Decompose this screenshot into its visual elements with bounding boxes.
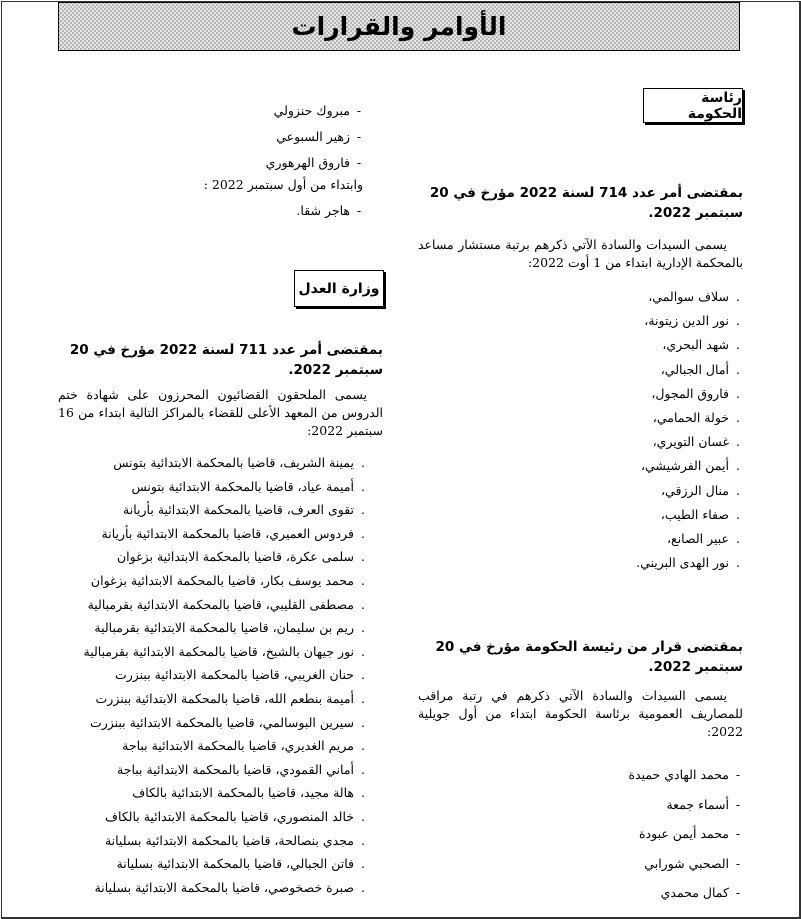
list-item-text: سيرين البوسالمي، قاضيا بالمحكمة الابتدائية ببنزرت [89,714,354,730]
list-item-text: هاجر شقا. [296,203,350,218]
list-item-text: الصحبي شورابي [644,855,729,871]
list-item-text: فردوس العميري، قاضيا بالمحكمة الابتدائية بأريانة [101,525,354,541]
list-marker: . [361,572,365,588]
list-item-text: مبروك حنزولي [273,103,350,118]
list-item-text: أميمة عياد، قاضيا بالمحكمة الابتدائية بتونس [131,478,354,494]
list-marker: . [736,531,740,547]
list-marker: . [736,313,740,329]
table-row [28,616,368,640]
from-september-names [164,199,364,223]
list-marker: . [736,337,740,353]
list-marker: . [361,667,365,683]
list-marker: . [361,596,365,612]
list-item-text: ريم بن سليمان، قاضيا بالمحكمة الابتدائية بقرمبالية [94,620,354,636]
list-marker: - [735,796,741,812]
list-marker: . [361,832,365,848]
list-marker: - [356,103,362,118]
justice-section-title: وزارة العدل [294,270,384,307]
list-marker: . [736,289,740,304]
list-marker: . [736,555,740,571]
table-row [28,805,368,829]
decision-intro: يسمى السيدات والسادة الآتي ذكرهم في رتبة مراقب للمصاريف العمومية برئاسة الحكومة ابتداء من أول جويلية 2022: [418,688,743,739]
list-item-text: منال الرزقي، [661,482,729,498]
list-item [418,790,743,820]
table-row [28,758,368,782]
list-item-text: غسان التويري، [652,434,729,450]
list-marker: . [736,458,740,474]
order-714-intro: يسمى السيدات والسادة الآتي ذكرهم برتبة مستشار مساعد بالمحكمة الإدارية ابتداء من 1 أوت 2022: [418,237,743,270]
list-marker: . [361,738,365,754]
section-banner [58,2,740,51]
list-marker: - [356,155,362,170]
list-item-text: يمينة الشريف، قاضيا بالمحكمة الابتدائية بتونس [113,455,354,470]
list-marker: . [736,410,740,426]
list-item-text: أميمة بنطعم الله، قاضيا بالمحكمة الابتدائية ببنزرت [95,690,354,706]
list-item-text: صبرة خصخوصي، قاضيا بالمحكمة الابتدائية بسليانة [94,879,354,895]
list-item-text: هالة مجيد، قاضيا بالمحكمة الابتدائية بالكاف [132,785,354,801]
list-marker: - [735,855,741,871]
list-item-text: نور الدين زيتونة، [644,313,729,329]
list-item-text: أسماء جمعة [666,796,729,812]
list-item [418,819,743,849]
decision-names [418,760,743,908]
list-marker: - [735,885,741,900]
list-marker: . [736,434,740,450]
list-marker: - [356,203,362,218]
list-marker: . [361,502,365,518]
order-714-heading: بمقتضى أمر عدد 714 لسنة 2022 مؤرخ في 20 سبتمبر 2022. [429,185,743,221]
list-marker: . [361,761,365,777]
list-marker: . [361,856,365,872]
order-711-heading: بمقتضى أمر عدد 711 لسنة 2022 مؤرخ في 20 سبتمبر 2022. [69,342,383,378]
government-section-title: رئاسة الحكومة [643,88,743,123]
list-marker: . [361,714,365,730]
list-item-text: سلاف سوالمي، [648,289,729,304]
table-row [28,569,368,593]
list-marker: . [361,643,365,659]
continued-names [164,98,364,176]
list-item-text: أماني القمودي، قاضيا بالمحكمة الابتدائية بباجة [117,761,354,777]
list-item-text: نور الهدى البريني. [636,555,729,571]
list-marker: - [735,826,741,841]
list-item [418,406,743,430]
table-row [28,640,368,664]
list-item [418,479,743,503]
table-row [28,781,368,805]
list-item [418,878,743,908]
decision-heading: بمقتضى قرار من رئيسة الحكومة مؤرخ في 20 سبتمبر 2022. [435,639,743,675]
list-item-text: صفاء الطيب، [660,506,729,522]
list-item [164,98,364,124]
list-item-text: كمال محمدي [660,885,729,900]
list-item [164,199,364,223]
order-711-appointments [28,451,368,899]
from-september-label: وابتداء من أول سبتمبر 2022 : [203,177,363,192]
list-item-text: محمد الهادي حميدة [628,767,729,782]
list-marker: . [361,785,365,801]
list-item [418,527,743,551]
list-item-text: شهد البحري، [662,337,729,353]
list-item [418,454,743,478]
list-item [418,849,743,879]
list-item-text: خالد المنصوري، قاضيا بالمحكمة الابتدائية بالكاف [104,808,354,824]
list-item-text: تقوى العرف، قاضيا بالمحكمة الابتدائية بأريانة [123,502,354,518]
table-row [28,545,368,569]
table-row [28,498,368,522]
table-row [28,711,368,735]
list-item [164,124,364,150]
list-marker: . [736,385,740,401]
list-item-text: مصطفى القليبي، قاضيا بالمحكمة الابتدائية بقرمبالية [87,596,354,612]
list-item [418,358,743,382]
list-item-text: نور جيهان بالشيخ، قاضيا بالمحكمة الابتدائية بقرمبالية [83,643,354,659]
list-item-text: فاتن الجبالي، قاضيا بالمحكمة الابتدائية بسليانة [116,856,354,872]
list-item [418,333,743,357]
list-marker: . [361,620,365,636]
list-marker: . [361,549,365,565]
list-item [418,309,743,333]
list-item [418,760,743,790]
list-item-text: حنان الغريبي، قاضيا بالمحكمة الابتدائية ببنزرت [114,667,354,683]
table-row [28,687,368,711]
list-item-text: فاروق الهرهوري [265,155,350,170]
table-row [28,829,368,853]
list-item-text: أيمن الفرشيشي، [640,458,729,474]
list-item [418,382,743,406]
list-item [418,503,743,527]
list-marker: . [736,506,740,522]
table-row [28,852,368,876]
list-item-text: محمد يوسف بكار، قاضيا بالمحكمة الابتدائية بزغوان [90,572,354,588]
table-row [28,663,368,687]
list-item-text: فاروق المجول، [651,385,729,401]
table-row [28,475,368,499]
list-item-text: محمد أيمن عبودة [639,826,729,841]
list-item-text: خولة الحمامي، [652,410,729,426]
list-marker: . [736,361,740,377]
list-marker: . [736,482,740,498]
list-item-text: عبير الصانع، [667,531,729,547]
page-title: الأوامر والقرارات [291,12,507,41]
table-row [28,734,368,758]
list-item [418,551,743,575]
list-item-text: زهير السبوعي [276,129,350,144]
list-item [418,430,743,454]
order-711-intro: يسمى الملحقون القضائيون المحرزون على شهادة ختم الدروس من المعهد الأعلى للقضاء بالمراكز التالية ابتداء من 16 سبتمبر 2022: [58,387,383,438]
list-marker: - [735,767,741,782]
table-row [28,451,368,475]
list-marker: . [361,879,365,895]
list-item [418,285,743,309]
list-marker: . [361,478,365,494]
list-item-text: مريم الغديري، قاضيا بالمحكمة الابتدائية بباجة [122,738,354,754]
list-item-text: أمال الجبالي، [660,361,729,377]
table-row [28,593,368,617]
list-marker: - [356,129,362,144]
table-row [28,522,368,546]
list-item [164,150,364,176]
list-marker: . [361,455,365,470]
list-marker: . [361,690,365,706]
list-marker: . [361,808,365,824]
order-714-names [418,285,743,575]
list-item-text: مجدي بنصالحة، قاضيا بالمحكمة الابتدائية بسليانة [104,832,354,848]
list-item-text: سلمى عكرة، قاضيا بالمحكمة الابتدائية بزغوان [116,549,354,565]
list-marker: . [361,525,365,541]
table-row [28,876,368,900]
